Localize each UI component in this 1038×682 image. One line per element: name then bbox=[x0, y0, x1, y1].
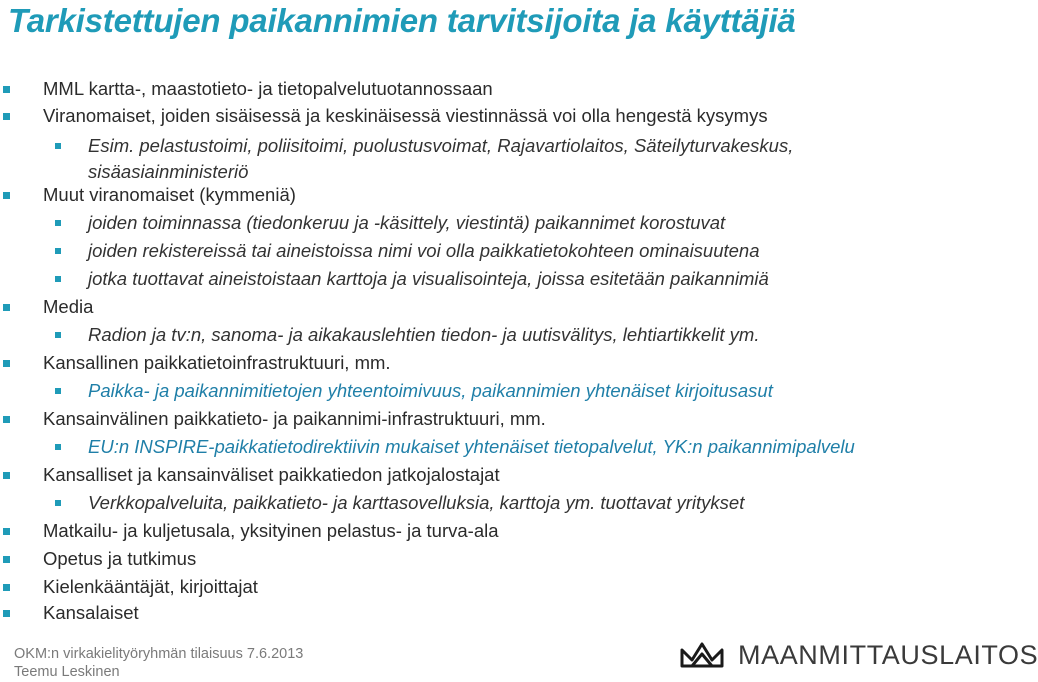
maanmittauslaitos-emblem-icon bbox=[678, 636, 730, 672]
square-bullet-icon bbox=[55, 388, 61, 394]
square-bullet-icon bbox=[3, 86, 10, 93]
list-item: Paikka- ja paikannimitietojen yhteentoimivuus, paikannimien yhtenäiset kirjoitusasut bbox=[88, 380, 773, 402]
list-item: Kansalliset ja kansainväliset paikkatiedon jatkojalostajat bbox=[43, 464, 500, 486]
list-item: Kansainvälinen paikkatieto- ja paikannimi-infrastruktuuri, mm. bbox=[43, 408, 546, 430]
square-bullet-icon bbox=[55, 220, 61, 226]
list-item-continuation: sisäasiainministeriö bbox=[88, 161, 249, 182]
square-bullet-icon bbox=[3, 416, 10, 423]
square-bullet-icon bbox=[3, 472, 10, 479]
list-item: Kansalaiset bbox=[43, 602, 139, 624]
list-item: Verkkopalveluita, paikkatieto- ja karttasovelluksia, karttoja ym. tuottavat yritykset bbox=[88, 492, 744, 514]
list-item: MML kartta-, maastotieto- ja tietopalvelutuotannossaan bbox=[43, 78, 493, 100]
square-bullet-icon bbox=[3, 528, 10, 535]
list-item: Matkailu- ja kuljetusala, yksityinen pelastus- ja turva-ala bbox=[43, 520, 499, 542]
square-bullet-icon bbox=[55, 143, 61, 149]
square-bullet-icon bbox=[55, 500, 61, 506]
square-bullet-icon bbox=[55, 248, 61, 254]
square-bullet-icon bbox=[3, 192, 10, 199]
list-item: Viranomaiset, joiden sisäisessä ja keskinäisessä viestinnässä voi olla hengestä kysymys bbox=[43, 105, 768, 127]
list-item: Opetus ja tutkimus bbox=[43, 548, 196, 570]
square-bullet-icon bbox=[55, 332, 61, 338]
square-bullet-icon bbox=[3, 360, 10, 367]
square-bullet-icon bbox=[3, 113, 10, 120]
list-item: Kielenkääntäjät, kirjoittajat bbox=[43, 576, 258, 598]
list-item: joiden toiminnassa (tiedonkeruu ja -käsittely, viestintä) paikannimet korostuvat bbox=[88, 212, 725, 234]
list-item: Media bbox=[43, 296, 93, 318]
list-item: Muut viranomaiset (kymmeniä) bbox=[43, 184, 296, 206]
list-item: Esim. pelastustoimi, poliisitoimi, puolustusvoimat, Rajavartiolaitos, Säteilyturvakeskus, bbox=[88, 135, 793, 157]
square-bullet-icon bbox=[3, 304, 10, 311]
square-bullet-icon bbox=[55, 276, 61, 282]
list-item: Kansallinen paikkatietoinfrastruktuuri, mm. bbox=[43, 352, 391, 374]
list-item: EU:n INSPIRE-paikkatietodirektiivin mukaiset yhtenäiset tietopalvelut, YK:n paikannimipalvelu bbox=[88, 436, 855, 458]
list-item: jotka tuottavat aineistoistaan karttoja ja visualisointeja, joissa esitetään paikannimiä bbox=[88, 268, 769, 290]
list-item: joiden rekistereissä tai aineistoissa nimi voi olla paikkatietokohteen ominaisuutena bbox=[88, 240, 760, 262]
logo-text: MAANMITTAUSLAITOS bbox=[738, 640, 1038, 670]
slide-title: Tarkistettujen paikannimien tarvitsijoita ja käyttäjiä bbox=[8, 2, 796, 39]
footer-event: OKM:n virkakielityöryhmän tilaisuus 7.6.2013 bbox=[14, 646, 304, 662]
maanmittauslaitos-logo bbox=[678, 636, 1038, 672]
square-bullet-icon bbox=[55, 444, 61, 450]
square-bullet-icon bbox=[3, 610, 10, 617]
footer-author: Teemu Leskinen bbox=[14, 664, 120, 680]
square-bullet-icon bbox=[3, 556, 10, 563]
square-bullet-icon bbox=[3, 584, 10, 591]
list-item: Radion ja tv:n, sanoma- ja aikakauslehtien tiedon- ja uutisvälitys, lehtiartikkelit ym. bbox=[88, 324, 759, 346]
